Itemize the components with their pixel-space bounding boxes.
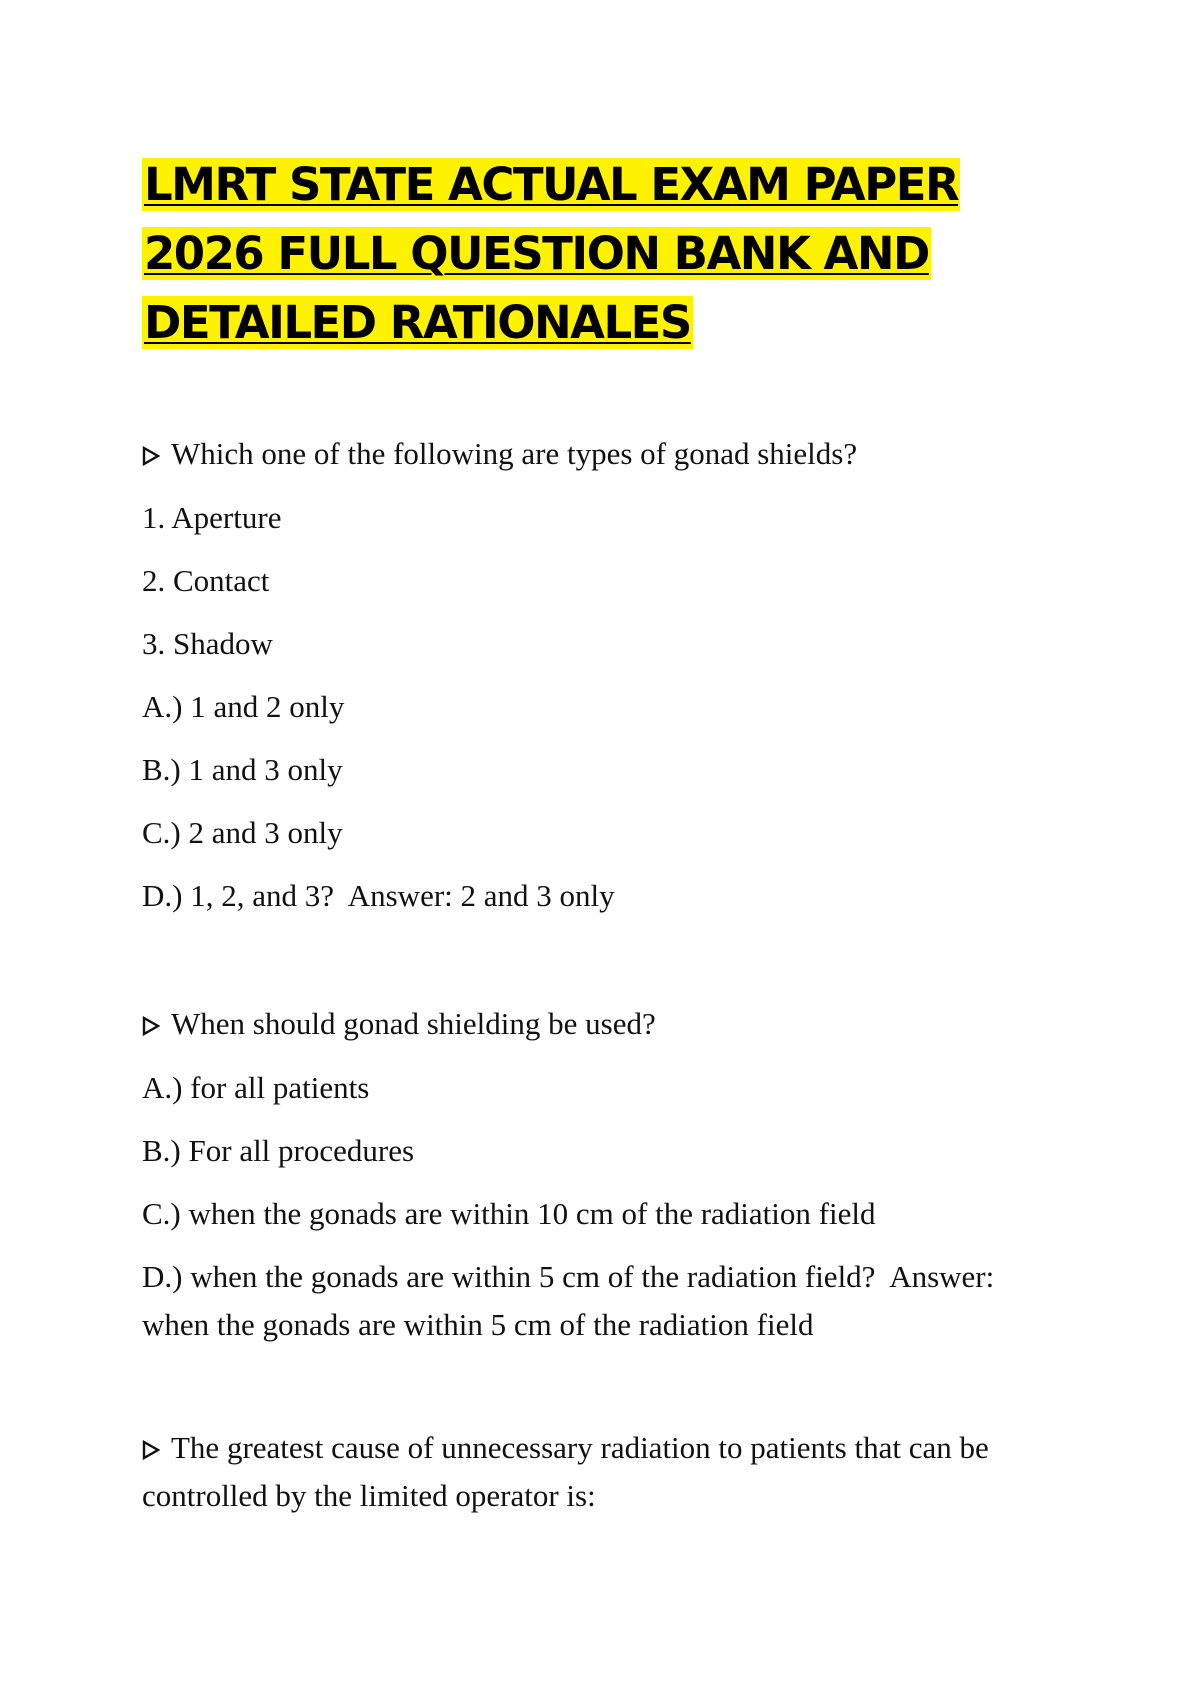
answer-option-d-text: D.) when the gonads are within 5 cm of the radiation field? — [142, 1259, 876, 1294]
question-stem — [142, 430, 1022, 478]
question-stem-text: When should gonad shielding be used? — [171, 1006, 656, 1041]
answer-option-d — [142, 1253, 1022, 1349]
arrow-bullet-icon — [142, 1440, 160, 1460]
list-item: 3. Shadow — [142, 626, 273, 661]
question-stem-text: The greatest cause of unnecessary radiation to patients that can be controlled by the limited operator is: — [142, 1430, 989, 1513]
title-highlight: LMRT STATE ACTUAL EXAM PAPER 2026 FULL QUESTION BANK AND DETAILED RATIONALES — [144, 158, 959, 349]
list-item: 2. Contact — [142, 563, 270, 598]
answer-option-b: B.) 1 and 3 only — [142, 752, 343, 787]
answer-text: Answer: 2 and 3 only — [347, 878, 615, 913]
question-2 — [142, 1000, 1022, 1349]
arrow-bullet-icon — [142, 446, 160, 466]
question-stem — [142, 1000, 1022, 1048]
document-title — [142, 150, 1042, 357]
answer-text: Answer: when the gonads are within 5 cm of the radiation field — [142, 1259, 995, 1342]
list-item: 1. Aperture — [142, 500, 282, 535]
question-1 — [142, 430, 1022, 920]
question-stem-text: Which one of the following are types of gonad shields? — [171, 436, 858, 471]
answer-option-a: A.) for all patients — [142, 1070, 370, 1105]
answer-option-a: A.) 1 and 2 only — [142, 689, 345, 724]
answer-option-d-text: D.) 1, 2, and 3? — [142, 878, 334, 913]
question-stem — [142, 1424, 1022, 1520]
answer-option-b: B.) For all procedures — [142, 1133, 415, 1168]
arrow-bullet-icon — [142, 1016, 160, 1036]
question-3 — [142, 1424, 1022, 1520]
answer-option-d — [142, 872, 1022, 920]
answer-option-c: C.) 2 and 3 only — [142, 815, 343, 850]
answer-option-c: C.) when the gonads are within 10 cm of the radiation field — [142, 1196, 876, 1231]
